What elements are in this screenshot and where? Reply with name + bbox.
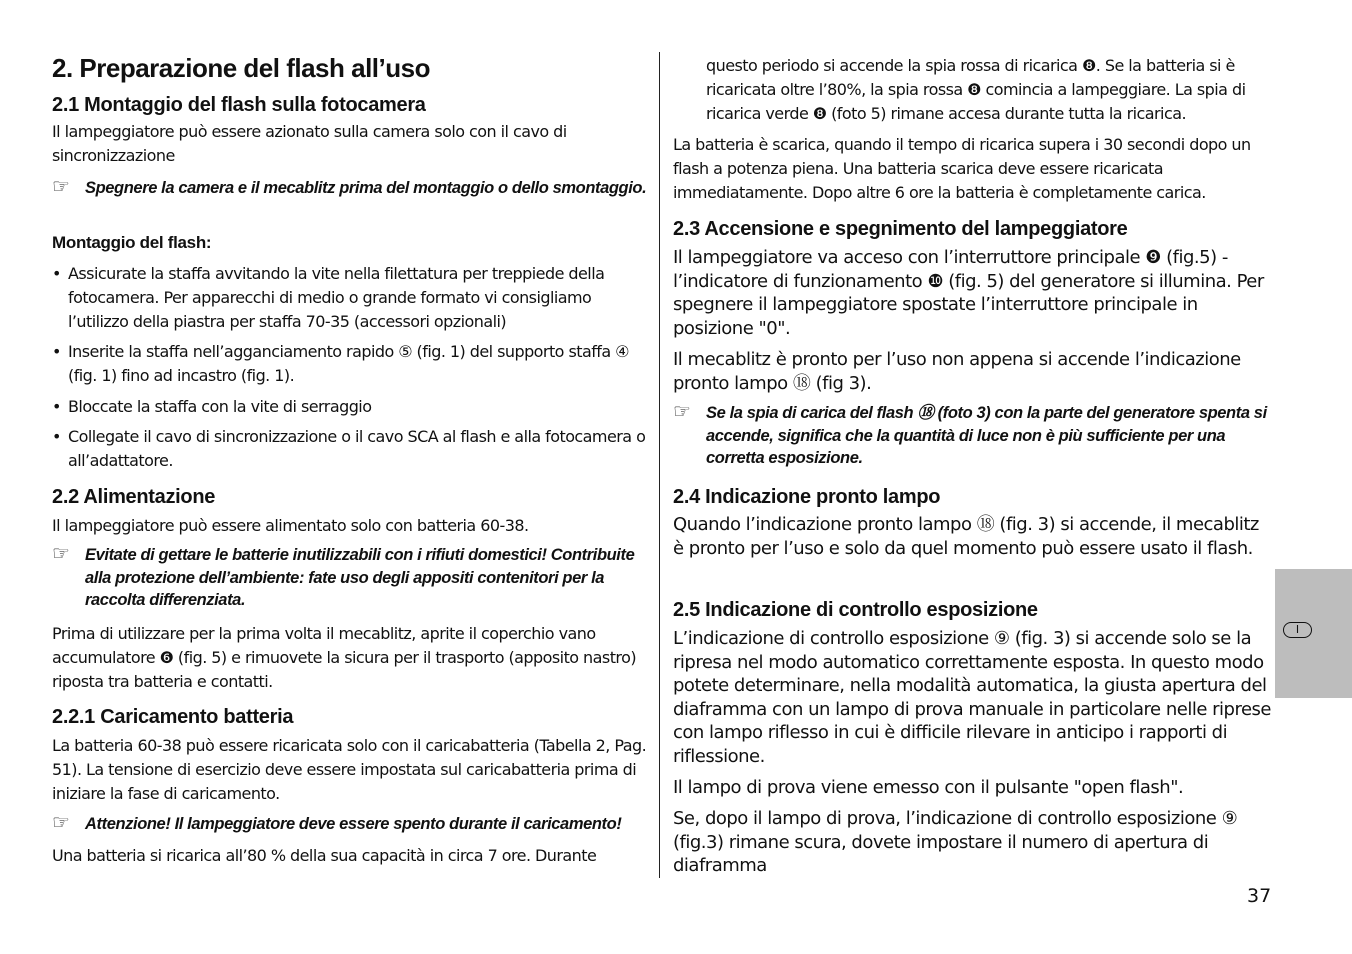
section-2-4-heading: 2.4 Indicazione pronto lampo xyxy=(673,486,941,508)
list-item xyxy=(52,262,652,334)
section-2-4-text: Quando l’indicazione pronto lampo ⑱ (fig. 3) si accende, il mecablitz è pronto per l’uso e solo da quel momento può essere usato il flash. xyxy=(673,514,1259,559)
list-item-text: Assicurate la staffa avvitando la vite nella filettatura per treppiede della fotocamera. Per apparecchi di medio o grande formato vi consigliamo l’utilizzo della piastra per staffa 70-35 (accessori opzionali) xyxy=(68,264,605,331)
note-text: Attenzione! Il lampeggiatore deve essere spento durante il caricamento! xyxy=(85,815,622,833)
list-item xyxy=(52,340,652,388)
bullet-icon: • xyxy=(52,264,61,283)
page-title: 2. Preparazione del flash all’uso xyxy=(52,53,430,83)
section-2-5-text-2: Il lampo di prova viene emesso con il pulsante "open flash". xyxy=(673,777,1184,798)
section-2-2-text: Il lampeggiatore può essere alimentato solo con batteria 60-38. xyxy=(52,516,529,535)
section-2-1-text: Il lampeggiatore può essere azionato sulla camera solo con il cavo di sincronizzazione xyxy=(52,122,567,165)
list-item xyxy=(52,395,652,419)
note-text: Spegnere la camera e il mecablitz prima del montaggio o dello smontaggio. xyxy=(85,179,647,197)
list-item-text: Bloccate la staffa con la vite di serraggio xyxy=(68,397,372,416)
mount-heading: Montaggio del flash: xyxy=(52,233,212,252)
continued-text: questo periodo si accende la spia rossa di ricarica ❽. Se la batteria si è ricaricata oltre l’80%, la spia rossa ❽ comincia a lampeggiare. La spia di ricarica verde ❽ (foto 5) rimane accesa durante tutta la ricarica. xyxy=(706,56,1246,123)
battery-text: La batteria è scarica, quando il tempo di ricarica supera i 30 secondi dopo un flash a potenza piena. Una batteria scarica deve essere ricaricata immediatamente. Dopo altre 6 ore la batteria è completamente carica. xyxy=(673,135,1251,202)
list-item-text: Collegate il cavo di sincronizzazione o il cavo SCA al flash e alla fotocamera o all’adattatore. xyxy=(68,427,646,470)
section-2-5-heading: 2.5 Indicazione di controllo esposizione xyxy=(673,599,1038,621)
bullet-icon: • xyxy=(52,342,61,361)
section-2-3-text-2: Il mecablitz è pronto per l’uso non appena si accende l’indicazione pronto lampo ⑱ (fig 3). xyxy=(673,349,1241,394)
bullet-icon: • xyxy=(52,427,61,446)
section-2-2-1-text-2: Una batteria si ricarica all’80 % della sua capacità in circa 7 ore. Durante xyxy=(52,846,597,865)
page-number: 37 xyxy=(1247,885,1272,907)
pointing-hand-icon: ☞ xyxy=(52,543,70,565)
pointing-hand-icon: ☞ xyxy=(52,812,70,834)
flash-charge-note xyxy=(673,402,1273,470)
list-item-text: Inserite la staffa nell’agganciamento rapido ⑤ (fig. 1) del supporto staffa ④ (fig. 1) fino ad incastro (fig. 1). xyxy=(68,342,629,385)
section-2-3-text: Il lampeggiatore va acceso con l’interruttore principale ❾ (fig.5) - l’indicatore di funzionamento ❿ (fig. 5) del generatore si illumina. Per spegnere il lampeggiatore spostate l’interruttore principale in posizione "0". xyxy=(673,247,1264,339)
environment-note xyxy=(52,544,652,612)
section-2-2-heading: 2.2 Alimentazione xyxy=(52,486,216,508)
pointing-hand-icon: ☞ xyxy=(673,401,691,423)
note-text: Se la spia di carica del flash ⑱ (foto 3) con la parte del generatore spenta si accende, significa che la quantità di luce non è più sufficiente per una corretta esposizione. xyxy=(706,404,1267,467)
language-indicator: I xyxy=(1283,622,1312,638)
pointing-hand-icon: ☞ xyxy=(52,176,70,198)
section-2-1-heading: 2.1 Montaggio del flash sulla fotocamera xyxy=(52,94,426,116)
charging-note xyxy=(52,813,652,836)
section-2-3-heading: 2.3 Accensione e spegnimento del lampeggiatore xyxy=(673,218,1128,240)
section-2-5-text-3: Se, dopo il lampo di prova, l’indicazione di controllo esposizione ⑨ (fig.3) rimane scura, dovete impostare il numero di apertura di diaframma xyxy=(673,808,1238,876)
warning-note xyxy=(52,177,652,200)
section-2-2-1-text: La batteria 60-38 può essere ricaricata solo con il caricabatteria (Tabella 2, Pag. 51). La tensione di esercizio deve essere impostata sul caricabatteria prima di iniziare la fase di caricamento. xyxy=(52,736,647,803)
section-2-2-text-2: Prima di utilizzare per la prima volta il mecablitz, aprite il coperchio vano accumulatore ❻ (fig. 5) e rimuovete la sicura per il trasporto (apposito nastro) riposta tra batteria e contatti. xyxy=(52,624,637,691)
section-2-5-text: L’indicazione di controllo esposizione ⑨ (fig. 3) si accende solo se la ripresa nel modo automatico correttamente esposta. In questo modo potete determinare, nella modalità automatica, la giusta apertura del diaframma con un lampo di prova manuale in particolare nelle riprese con lampo riflesso in cui è difficile rilevare in anticipo i rapporti di riflessione. xyxy=(673,628,1271,767)
bullet-icon: • xyxy=(52,397,61,416)
list-item xyxy=(52,425,652,473)
section-2-2-1-heading: 2.2.1 Caricamento batteria xyxy=(52,706,294,728)
column-divider xyxy=(659,52,660,878)
note-text: Evitate di gettare le batterie inutilizzabili con i rifiuti domestici! Contribuite alla protezione dell’ambiente: fate uso degli appositi contenitori per la raccolta differenziata. xyxy=(85,546,635,609)
